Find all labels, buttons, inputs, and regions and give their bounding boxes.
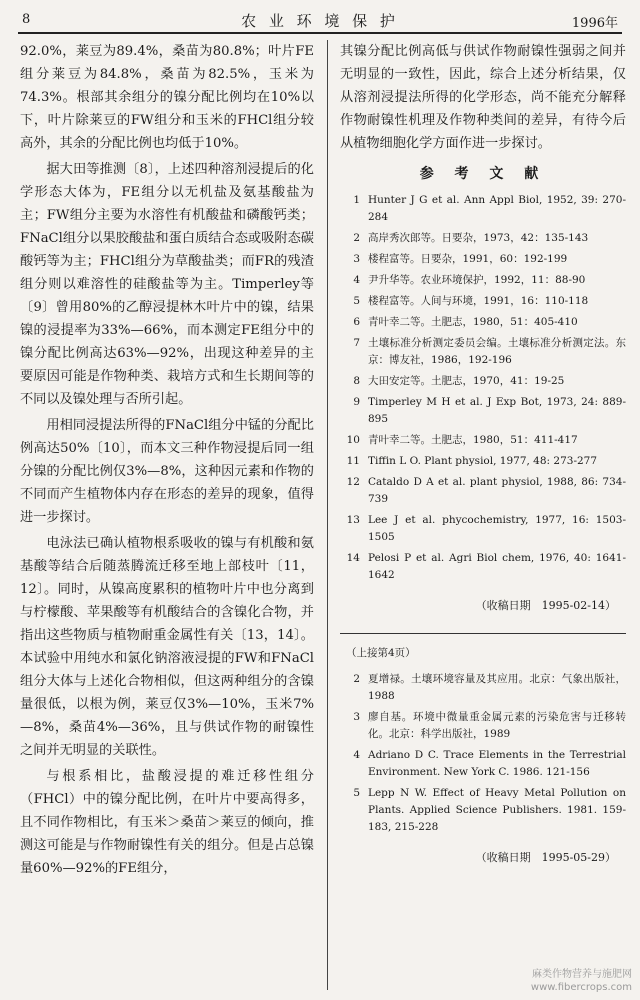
reference-item: 10 青叶幸二等。土肥志，1980，51：411-417 — [346, 434, 578, 446]
reference-item: 12 Cataldo D A et al. plant physiol, 1988, 86: 734-739 — [346, 476, 626, 505]
page-number: 8 — [22, 12, 31, 27]
reference-item: 8 大田安定等。土肥志，1970，41：19-25 — [353, 375, 565, 387]
reference-item: 9 Timperley M H et al. J Exp Bot, 1973, 24: 889-895 — [353, 396, 626, 425]
reference-item: 4 尹升华等。农业环境保护，1992，11：88-90 — [353, 274, 586, 286]
reference-item: 2 高岸秀次郎等。日要杂，1973，42：135-143 — [353, 232, 589, 244]
issue-year: 1996年 — [571, 16, 618, 31]
paragraph: 其镍分配比例高低与供试作物耐镍性强弱之间并无明显的一致性，因此，综合上述分析结果，仅从溶剂浸提法所得的化学形态，尚不能充分解释作物耐镍性机理及作物种类间的差异，有待今后从植物细胞化学方面作进一步探讨。 — [340, 44, 626, 151]
reference-item: 6 青叶幸二等。土肥志，1980，51：405-410 — [353, 316, 578, 328]
paragraph: 电泳法已确认植物根系吸收的镍与有机酸和氨基酸等结合后随蒸腾流迁移至地上部枝叶〔11，12〕。同时，从镍高度累积的植物叶片中也分离到与柠檬酸、苹果酸等有机酸结合的含镍化合物，并指出这些物质与植物耐重金属性有关〔13，14〕。本试验中用纯水和氯化钠溶液浸提的FW和FNaCl组分大体与上述化合物相似，但这两种组分的含镍量很低，以根为例，莱豆仅3%—10%，玉米7%—8%，桑苗4%—36%，且与供试作物的耐镍性之间并无明显的关联性。 — [20, 536, 314, 758]
paragraph: 与根系相比，盐酸浸提的难迁移性组分（FHCl）中的镍分配比例，在叶片中要高得多，且不同作物相比，有玉米＞桑苗＞莱豆的倾向，推测这可能是与作物耐镍性有关的组分。但是占总镍量60%—92%的FE组分， — [20, 769, 314, 876]
paragraph: 据大田等推测〔8〕，上述四种溶剂浸提后的化学形态大体为，FE组分以无机盐及氨基酸盐为主；FW组分主要为水溶性有机酸盐和磷酸钙类；FNaCl组分以果胶酸盐和蛋白质结合态或吸附态碳酸钙等为主；FHCl组分为草酸盐类；而FR的残渣组分则以难溶性的硅酸盐等为主。Timperley等〔9〕曾用80%的乙醇浸提林木叶片中的镍，结果镍的浸提率为33%—66%，而本测定FE组分中的镍分配比例高达63%—92%，出现这种差异的主要原因可能是作物种类、栽培方式和生长期间等的不同以及镍处理与否所引起。 — [20, 162, 314, 407]
reference-item: 4 Adriano D C. Trace Elements in the Terrestrial Environment. New York C. 1986. 121-156 — [353, 749, 626, 778]
reference-list — [340, 192, 626, 584]
journal-title: 农 业 环 境 保 护 — [241, 12, 399, 30]
watermark-line: 麻类作物营养与施肥网 — [532, 969, 632, 980]
reference-item: 1 Hunter J G et al. Ann Appl Biol, 1952, 39: 270-284 — [353, 194, 626, 223]
reference-item: 3 楼程富等。日要杂，1991，60：192-199 — [353, 253, 568, 265]
reference-item: 2 夏增禄。土壤环境容量及其应用。北京：气象出版社，1988 — [353, 673, 626, 702]
references-heading: 参 考 文 献 — [419, 166, 547, 182]
reference-item: 11 Tiffin L O. Plant physiol, 1977, 48: 273-277 — [346, 455, 598, 467]
received-date: （收稿日期 1995-02-14） — [475, 599, 616, 612]
reference-item: 13 Lee J et al. phycochemistry, 1977, 16: 1503-1505 — [346, 514, 626, 543]
left-column — [20, 40, 314, 880]
reference-item: 7 土壤标准分析测定委员会编。土壤标准分析测定法。东京：博友社，1986，192-196 — [353, 337, 626, 366]
section-rule — [340, 633, 626, 634]
reference-item: 14 Pelosi P et al. Agri Biol chem, 1976, 40: 1641-1642 — [346, 552, 626, 581]
right-column — [340, 40, 626, 869]
continued-note: （上接第4页） — [346, 647, 416, 659]
received-date: （收稿日期 1995-05-29） — [475, 851, 616, 864]
paragraph: 92.0%，莱豆为89.4%，桑苗为80.8%；叶片FE组分莱豆为84.8%，桑苗为82.5%，玉米为74.3%。根部其余组分的镍分配比例均在10%以下，叶片除莱豆的FW组分和玉米的FHCl组分较高外，其余的分配比例也均低于10%。 — [20, 44, 314, 151]
paragraph: 用相同浸提法所得的FNaCl组分中锰的分配比例高达50%〔10〕，而本文三种作物浸提后同一组分镍的分配比例仅3%—8%，这种因元素和作物的不同而产生植物体内存在形态的差异的现象，值得进一步探讨。 — [20, 418, 314, 525]
page-header — [18, 6, 622, 34]
reference-item: 3 廖自基。环境中微量重金属元素的污染危害与迁移转化。北京：科学出版社，1989 — [353, 711, 626, 740]
column-divider — [327, 40, 328, 990]
site-watermark — [531, 968, 632, 994]
continued-reference-list — [340, 671, 626, 836]
reference-item: 5 Lepp N W. Effect of Heavy Metal Pollution on Plants. Applied Science Publishers. 1981. 159-183, 215-228 — [353, 787, 626, 833]
watermark-url: www.fibercrops.com — [530, 982, 632, 993]
reference-item: 5 楼程富等。人间与环境，1991，16：110-118 — [353, 295, 589, 307]
